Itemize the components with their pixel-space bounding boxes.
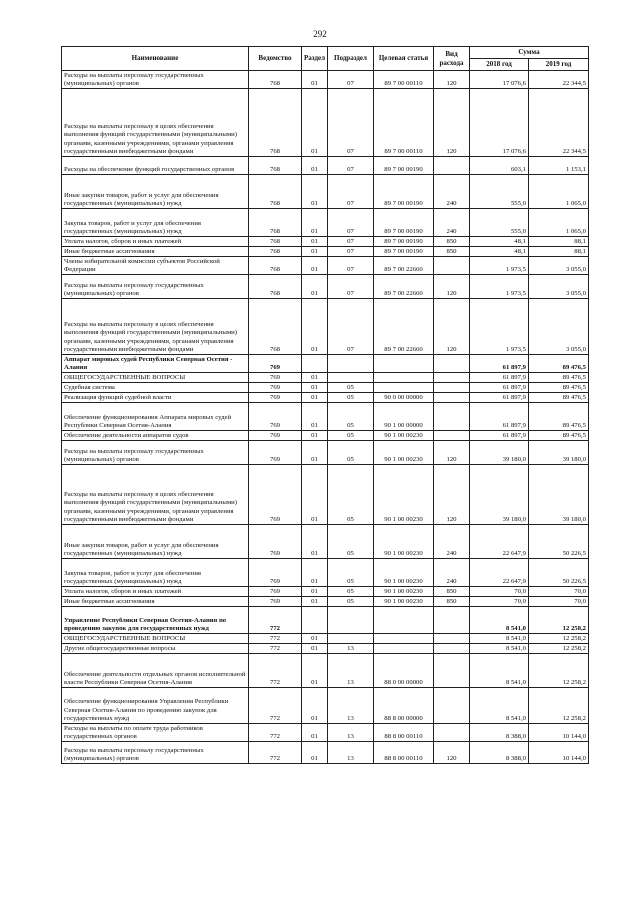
cell-razdel: 01 [302, 157, 328, 175]
cell-vedomstvo: 772 [249, 724, 302, 742]
cell-target: 88 8 00 00110 [374, 724, 434, 742]
cell-vedomstvo: 769 [249, 465, 302, 525]
cell-name: Обеспечение функционирования Аппарата мировых судей Республики Северная Осетия-Алания [62, 403, 249, 431]
cell-vedomstvo: 768 [249, 89, 302, 157]
cell-sum-2018: 8 541,0 [470, 634, 529, 644]
cell-target [374, 355, 434, 373]
cell-sum-2018: 61 897,9 [470, 393, 529, 403]
cell-target: 90 1 00 00230 [374, 597, 434, 607]
cell-target: 89 7 00 00190 [374, 175, 434, 209]
cell-sum-2018: 8 541,0 [470, 607, 529, 634]
cell-vedomstvo: 768 [249, 175, 302, 209]
cell-vid: 850 [434, 247, 470, 257]
cell-vedomstvo: 768 [249, 157, 302, 175]
cell-podrazdel: 05 [328, 597, 374, 607]
cell-razdel [302, 607, 328, 634]
table-row [62, 175, 589, 209]
cell-razdel: 01 [302, 373, 328, 383]
cell-sum-2018: 22 647,9 [470, 525, 529, 559]
cell-sum-2018: 8 541,0 [470, 688, 529, 724]
cell-vedomstvo: 768 [249, 299, 302, 355]
cell-target: 89 7 00 22660 [374, 275, 434, 299]
cell-razdel: 01 [302, 465, 328, 525]
cell-vedomstvo: 772 [249, 644, 302, 654]
cell-vedomstvo: 772 [249, 688, 302, 724]
cell-podrazdel: 05 [328, 383, 374, 393]
cell-name: ОБЩЕГОСУДАРСТВЕННЫЕ ВОПРОСЫ [62, 373, 249, 383]
cell-name: Обеспечение функционирования Управления Республики Северная Осетия-Алания по проведению закупок для государственных нужд [62, 688, 249, 724]
cell-podrazdel: 13 [328, 688, 374, 724]
cell-target: 88 0 00 00000 [374, 654, 434, 688]
cell-vedomstvo: 768 [249, 247, 302, 257]
cell-sum-2018: 70,0 [470, 587, 529, 597]
table-row [62, 607, 589, 634]
cell-sum-2019: 50 226,5 [529, 525, 589, 559]
cell-sum-2018: 8 388,0 [470, 724, 529, 742]
cell-podrazdel: 13 [328, 724, 374, 742]
cell-vedomstvo: 772 [249, 634, 302, 644]
cell-name: Уплата налогов, сборов и иных платежей [62, 587, 249, 597]
cell-vedomstvo: 769 [249, 403, 302, 431]
cell-podrazdel: 05 [328, 559, 374, 587]
cell-target: 89 7 00 22660 [374, 299, 434, 355]
cell-sum-2018: 8 388,0 [470, 742, 529, 764]
cell-sum-2018: 48,1 [470, 237, 529, 247]
cell-name: Аппарат мировых судей Республики Северная Осетия - Алания [62, 355, 249, 373]
cell-sum-2019: 12 258,2 [529, 607, 589, 634]
cell-podrazdel: 05 [328, 587, 374, 597]
cell-vedomstvo: 768 [249, 209, 302, 237]
cell-vid [434, 431, 470, 441]
cell-vedomstvo: 768 [249, 71, 302, 89]
cell-target: 89 7 00 22660 [374, 257, 434, 275]
cell-sum-2019: 39 180,0 [529, 465, 589, 525]
cell-razdel: 01 [302, 644, 328, 654]
cell-razdel: 01 [302, 383, 328, 393]
table-row [62, 654, 589, 688]
cell-sum-2019: 12 258,2 [529, 654, 589, 688]
budget-table [61, 46, 589, 764]
cell-podrazdel: 07 [328, 71, 374, 89]
cell-razdel: 01 [302, 587, 328, 597]
cell-target: 90 1 00 00230 [374, 559, 434, 587]
cell-vedomstvo: 769 [249, 383, 302, 393]
cell-vedomstvo: 769 [249, 431, 302, 441]
cell-target: 90 1 00 00230 [374, 525, 434, 559]
table-row [62, 465, 589, 525]
cell-sum-2019: 10 144,0 [529, 724, 589, 742]
cell-target: 90 0 00 00000 [374, 393, 434, 403]
table-row [62, 587, 589, 597]
cell-razdel: 01 [302, 559, 328, 587]
table-row [62, 597, 589, 607]
cell-podrazdel: 05 [328, 393, 374, 403]
cell-sum-2018: 8 541,0 [470, 654, 529, 688]
cell-razdel: 01 [302, 597, 328, 607]
cell-name: Закупка товаров, работ и услуг для обеспечения государственных (муниципальных) нужд [62, 209, 249, 237]
cell-target: 90 1 00 00230 [374, 465, 434, 525]
cell-target: 89 7 00 00190 [374, 237, 434, 247]
cell-razdel: 01 [302, 275, 328, 299]
cell-target: 89 7 00 00190 [374, 247, 434, 257]
cell-podrazdel: 05 [328, 525, 374, 559]
cell-razdel [302, 355, 328, 373]
cell-razdel: 01 [302, 525, 328, 559]
cell-target: 89 7 00 00110 [374, 71, 434, 89]
cell-vedomstvo: 769 [249, 597, 302, 607]
header-summa: Сумма [470, 47, 589, 59]
cell-sum-2019: 3 055,0 [529, 275, 589, 299]
table-row [62, 441, 589, 465]
cell-razdel: 01 [302, 441, 328, 465]
cell-sum-2018: 61 897,9 [470, 403, 529, 431]
cell-sum-2019: 89 476,5 [529, 393, 589, 403]
cell-sum-2018: 1 973,5 [470, 275, 529, 299]
cell-name: Расходы на выплаты персоналу в целях обеспечения выполнения функций государственными (муниципальными) органами, казенными учреждениями, органами управления государственными внебюджетными фондами [62, 465, 249, 525]
cell-target: 89 7 00 00110 [374, 89, 434, 157]
cell-sum-2018: 48,1 [470, 247, 529, 257]
cell-name: Управление Республики Северная Осетия-Алания по проведению закупок для государственных нужд [62, 607, 249, 634]
table-row [62, 237, 589, 247]
cell-sum-2018: 1 973,5 [470, 299, 529, 355]
cell-vedomstvo: 769 [249, 373, 302, 383]
cell-razdel: 01 [302, 299, 328, 355]
cell-sum-2019: 22 344,5 [529, 71, 589, 89]
cell-sum-2019: 88,1 [529, 247, 589, 257]
cell-vid: 850 [434, 237, 470, 247]
cell-vedomstvo: 769 [249, 393, 302, 403]
cell-name: Расходы на выплаты персоналу государственных (муниципальных) органов [62, 742, 249, 764]
cell-sum-2018: 22 647,9 [470, 559, 529, 587]
cell-vid: 120 [434, 299, 470, 355]
cell-name: Другие общегосударственные вопросы [62, 644, 249, 654]
cell-razdel: 01 [302, 209, 328, 237]
cell-vid: 850 [434, 587, 470, 597]
cell-name: Члены избирательной комиссии субъектов Российской Федерации [62, 257, 249, 275]
cell-name: Расходы на выплаты персоналу в целях обеспечения выполнения функций государственными (муниципальными) органами, казенными учреждениями, органами управления государственными внебюджетными фондами [62, 299, 249, 355]
cell-vid: 240 [434, 175, 470, 209]
cell-sum-2019: 10 144,0 [529, 742, 589, 764]
cell-sum-2019: 88,1 [529, 237, 589, 247]
cell-razdel: 01 [302, 247, 328, 257]
cell-name: Реализация функций судебной власти [62, 393, 249, 403]
cell-podrazdel [328, 373, 374, 383]
cell-razdel: 01 [302, 634, 328, 644]
cell-target [374, 383, 434, 393]
cell-name: Иные бюджетные ассигнования [62, 247, 249, 257]
cell-sum-2018: 8 541,0 [470, 644, 529, 654]
table-row [62, 89, 589, 157]
table-row [62, 742, 589, 764]
cell-vid [434, 257, 470, 275]
cell-vedomstvo: 772 [249, 607, 302, 634]
cell-vid [434, 403, 470, 431]
header-target: Целевая статья [374, 47, 434, 71]
cell-razdel: 01 [302, 71, 328, 89]
cell-name: Судебная система [62, 383, 249, 393]
table-row [62, 634, 589, 644]
table-row [62, 559, 589, 587]
table-row [62, 299, 589, 355]
cell-sum-2018: 61 897,9 [470, 431, 529, 441]
cell-target [374, 607, 434, 634]
cell-name: Расходы на обеспечение функций государственных органов [62, 157, 249, 175]
cell-razdel: 01 [302, 688, 328, 724]
cell-sum-2018: 61 897,9 [470, 355, 529, 373]
cell-vid: 120 [434, 89, 470, 157]
cell-sum-2019: 12 258,2 [529, 634, 589, 644]
cell-vid [434, 355, 470, 373]
cell-vid [434, 157, 470, 175]
cell-sum-2019: 89 476,5 [529, 431, 589, 441]
table-row [62, 724, 589, 742]
cell-vid [434, 373, 470, 383]
cell-podrazdel: 07 [328, 89, 374, 157]
cell-razdel: 01 [302, 237, 328, 247]
table-row [62, 71, 589, 89]
cell-name: Уплата налогов, сборов и иных платежей [62, 237, 249, 247]
cell-razdel: 01 [302, 89, 328, 157]
cell-vid: 120 [434, 275, 470, 299]
cell-podrazdel: 07 [328, 209, 374, 237]
cell-vedomstvo: 772 [249, 654, 302, 688]
cell-podrazdel: 13 [328, 644, 374, 654]
cell-target [374, 634, 434, 644]
header-podrazdel: Подраздел [328, 47, 374, 71]
cell-name: Расходы на выплаты по оплате труда работников государственных органов [62, 724, 249, 742]
cell-razdel: 01 [302, 175, 328, 209]
cell-name: Обеспечение деятельности отдельных органов исполнительной власти Республики Северная Осетия-Алания [62, 654, 249, 688]
cell-vid [434, 654, 470, 688]
cell-sum-2019: 12 258,2 [529, 644, 589, 654]
cell-podrazdel: 07 [328, 175, 374, 209]
cell-vid: 120 [434, 465, 470, 525]
table-row [62, 355, 589, 373]
table-row [62, 373, 589, 383]
cell-target: 88 8 00 00000 [374, 688, 434, 724]
cell-name: Расходы на выплаты персоналу государственных (муниципальных) органов [62, 71, 249, 89]
cell-podrazdel: 05 [328, 465, 374, 525]
cell-target: 90 1 00 00230 [374, 441, 434, 465]
cell-razdel: 01 [302, 431, 328, 441]
cell-razdel: 01 [302, 257, 328, 275]
cell-sum-2019: 39 180,0 [529, 441, 589, 465]
cell-sum-2019: 70,0 [529, 587, 589, 597]
cell-podrazdel [328, 607, 374, 634]
cell-target: 89 7 00 00190 [374, 209, 434, 237]
cell-sum-2018: 17 076,6 [470, 89, 529, 157]
header-2018: 2018 год [470, 59, 529, 71]
header-razdel: Раздел [302, 47, 328, 71]
cell-razdel: 01 [302, 742, 328, 764]
cell-target [374, 373, 434, 383]
cell-podrazdel: 13 [328, 742, 374, 764]
cell-target: 88 8 00 00110 [374, 742, 434, 764]
cell-vedomstvo: 769 [249, 587, 302, 597]
table-row [62, 403, 589, 431]
header-vedomstvo: Ведомство [249, 47, 302, 71]
cell-sum-2019: 12 258,2 [529, 688, 589, 724]
cell-podrazdel: 05 [328, 441, 374, 465]
cell-sum-2019: 89 476,5 [529, 403, 589, 431]
cell-vedomstvo: 769 [249, 441, 302, 465]
cell-vedomstvo: 768 [249, 275, 302, 299]
cell-sum-2019: 89 476,5 [529, 355, 589, 373]
cell-name: Расходы на выплаты персоналу в целях обеспечения выполнения функций государственными (муниципальными) органами, казенными учреждениями, органами управления государственными внебюджетными фондами [62, 89, 249, 157]
header-name: Наименование [62, 47, 249, 71]
cell-vid [434, 383, 470, 393]
cell-sum-2019: 3 055,0 [529, 299, 589, 355]
cell-name: ОБЩЕГОСУДАРСТВЕННЫЕ ВОПРОСЫ [62, 634, 249, 644]
cell-sum-2019: 22 344,5 [529, 89, 589, 157]
cell-podrazdel: 07 [328, 247, 374, 257]
cell-sum-2018: 39 180,0 [470, 441, 529, 465]
table-row [62, 688, 589, 724]
cell-razdel: 01 [302, 724, 328, 742]
cell-vid: 120 [434, 742, 470, 764]
cell-sum-2018: 603,1 [470, 157, 529, 175]
cell-sum-2019: 1 065,0 [529, 175, 589, 209]
cell-podrazdel [328, 634, 374, 644]
cell-podrazdel [328, 355, 374, 373]
cell-vedomstvo: 772 [249, 742, 302, 764]
cell-vedomstvo: 769 [249, 355, 302, 373]
table-row [62, 275, 589, 299]
cell-sum-2019: 1 065,0 [529, 209, 589, 237]
cell-name: Закупка товаров, работ и услуг для обеспечения государственных (муниципальных) нужд [62, 559, 249, 587]
cell-vedomstvo: 768 [249, 237, 302, 247]
cell-vid: 240 [434, 559, 470, 587]
cell-sum-2018: 555,0 [470, 209, 529, 237]
cell-podrazdel: 07 [328, 257, 374, 275]
cell-target [374, 644, 434, 654]
cell-podrazdel: 05 [328, 431, 374, 441]
cell-podrazdel: 07 [328, 275, 374, 299]
cell-name: Обеспечение деятельности аппаратов судов [62, 431, 249, 441]
cell-razdel: 01 [302, 654, 328, 688]
table-row [62, 525, 589, 559]
cell-sum-2019: 89 476,5 [529, 373, 589, 383]
cell-name: Иные бюджетные ассигнования [62, 597, 249, 607]
cell-vedomstvo: 769 [249, 559, 302, 587]
header-2019: 2019 год [529, 59, 589, 71]
cell-podrazdel: 05 [328, 403, 374, 431]
cell-vedomstvo: 769 [249, 525, 302, 559]
table-row [62, 157, 589, 175]
table-row [62, 383, 589, 393]
cell-vid [434, 644, 470, 654]
cell-vid [434, 607, 470, 634]
cell-target: 90 1 00 00230 [374, 431, 434, 441]
cell-sum-2018: 17 076,6 [470, 71, 529, 89]
cell-sum-2019: 89 476,5 [529, 383, 589, 393]
cell-name: Расходы на выплаты персоналу государственных (муниципальных) органов [62, 441, 249, 465]
cell-sum-2019: 1 153,1 [529, 157, 589, 175]
cell-vedomstvo: 768 [249, 257, 302, 275]
cell-vid: 120 [434, 441, 470, 465]
table-row [62, 431, 589, 441]
cell-sum-2018: 39 180,0 [470, 465, 529, 525]
cell-vid: 240 [434, 525, 470, 559]
table-body [62, 71, 589, 764]
cell-target: 89 7 00 00190 [374, 157, 434, 175]
table-row [62, 209, 589, 237]
cell-vid: 240 [434, 209, 470, 237]
cell-vid [434, 393, 470, 403]
cell-razdel: 01 [302, 403, 328, 431]
table-row [62, 247, 589, 257]
cell-podrazdel: 07 [328, 237, 374, 247]
cell-vid: 850 [434, 597, 470, 607]
cell-vid [434, 724, 470, 742]
cell-sum-2018: 555,0 [470, 175, 529, 209]
cell-sum-2019: 3 055,0 [529, 257, 589, 275]
cell-name: Расходы на выплаты персоналу государственных (муниципальных) органов [62, 275, 249, 299]
cell-sum-2018: 70,0 [470, 597, 529, 607]
cell-razdel: 01 [302, 393, 328, 403]
header-vid: Вид расхода [434, 47, 470, 71]
cell-sum-2018: 1 973,5 [470, 257, 529, 275]
cell-vid [434, 688, 470, 724]
cell-podrazdel: 13 [328, 654, 374, 688]
cell-vid: 120 [434, 71, 470, 89]
cell-sum-2018: 61 897,9 [470, 373, 529, 383]
table-row [62, 257, 589, 275]
cell-name: Иные закупки товаров, работ и услуг для обеспечения государственных (муниципальных) нужд [62, 175, 249, 209]
cell-sum-2018: 61 897,9 [470, 383, 529, 393]
cell-target: 90 1 00 00230 [374, 587, 434, 597]
cell-name: Иные закупки товаров, работ и услуг для обеспечения государственных (муниципальных) нужд [62, 525, 249, 559]
page-number: 292 [313, 29, 327, 39]
cell-podrazdel: 07 [328, 299, 374, 355]
cell-sum-2019: 50 226,5 [529, 559, 589, 587]
cell-sum-2019: 70,0 [529, 597, 589, 607]
cell-target: 90 1 00 00000 [374, 403, 434, 431]
cell-podrazdel: 07 [328, 157, 374, 175]
table-row [62, 644, 589, 654]
cell-vid [434, 634, 470, 644]
table-row [62, 393, 589, 403]
